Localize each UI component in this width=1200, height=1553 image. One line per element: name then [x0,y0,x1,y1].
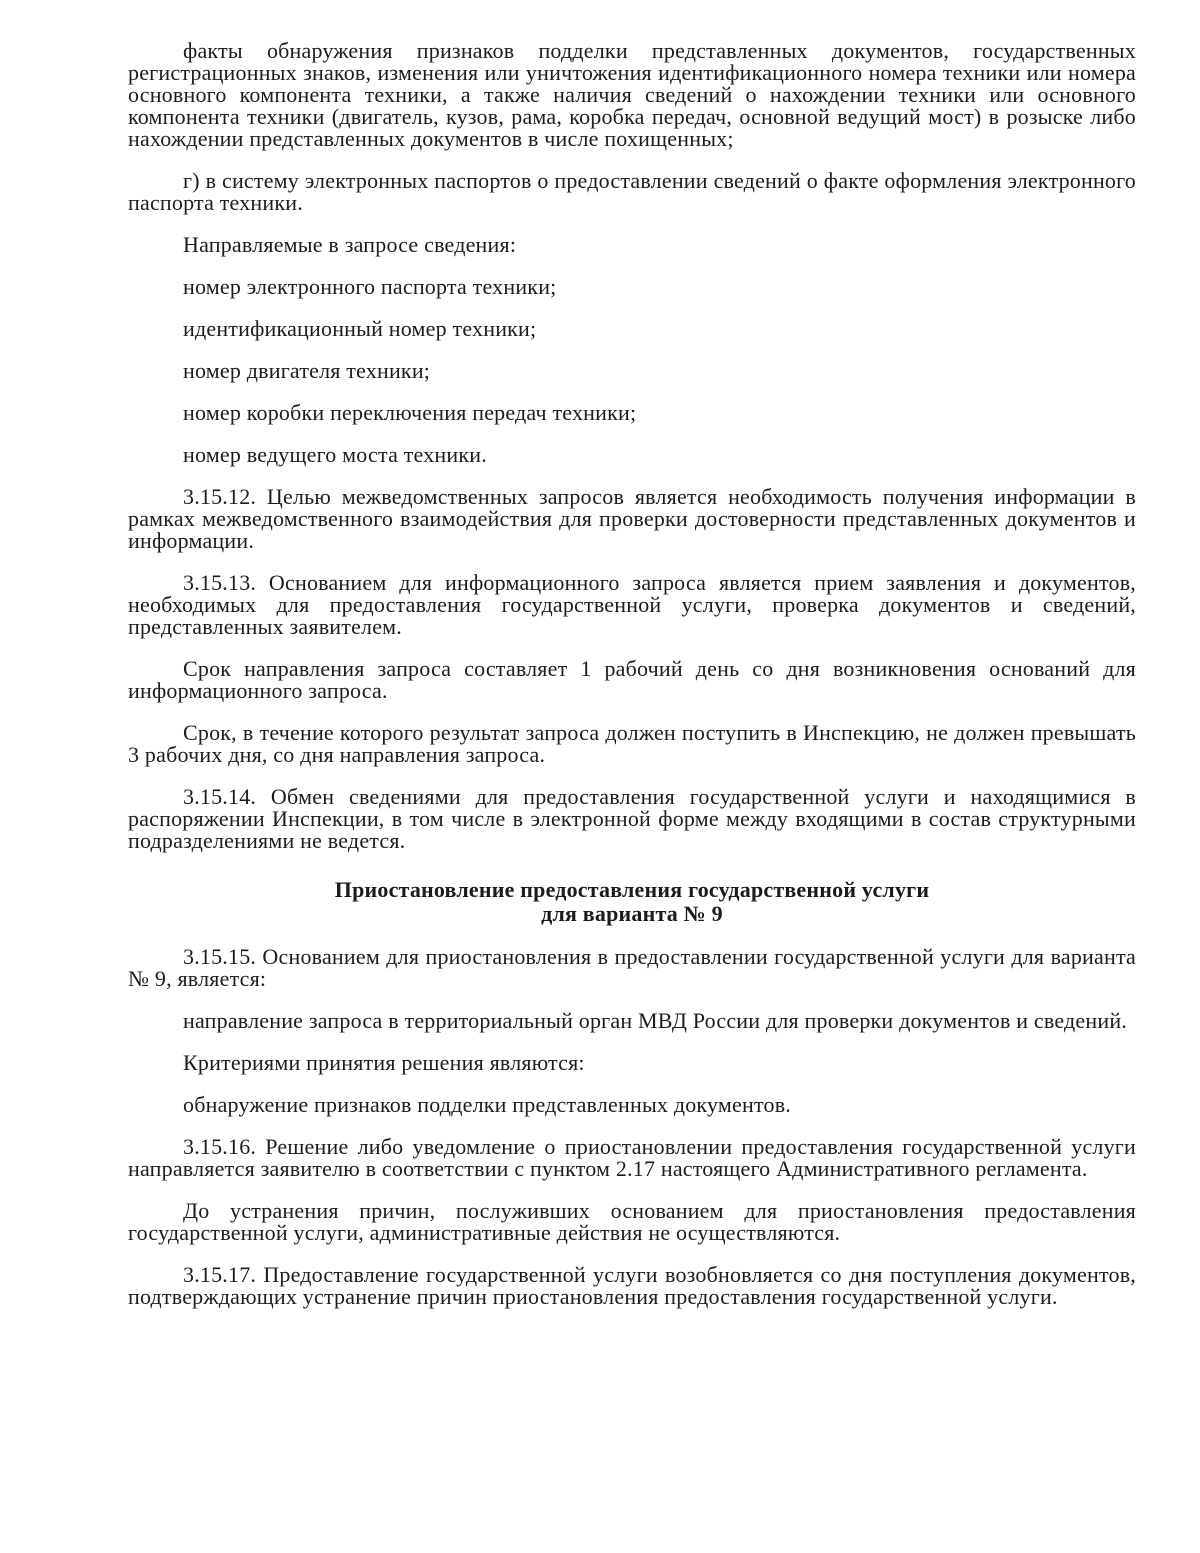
list-item-identification-number: идентификационный номер техники; [183,316,537,341]
list-item-drive-axle-number: номер ведущего моста техники. [183,442,487,467]
paragraph-request-deadline: Срок направления запроса составляет 1 рабочий день со дня возникновения оснований для информационного запроса. [128,656,1136,703]
paragraph-3-15-13: 3.15.13. Основанием для информационного запроса является прием заявления и документов, необходимых для предоставления государственной услуги, проверка документов и сведений, представленных заявителем. [128,570,1136,639]
paragraph-3-15-14: 3.15.14. Обмен сведениями для предоставления государственной услуги и находящимися в распоряжении Инспекции, в том числе в электронной форме между входящими в состав структурными подразделениями не ведется. [128,784,1136,853]
paragraph-until-elimination: До устранения причин, послуживших основанием для приостановления предоставления государственной услуги, административные действия не осуществляются. [128,1198,1136,1245]
document-page [128,40,1136,1328]
section-heading-line-1: Приостановление предоставления государственной услуги [334,877,930,902]
list-item-passport-number: номер электронного паспорта техники; [183,274,557,299]
section-heading [128,878,1136,926]
paragraph-3-15-16: 3.15.16. Решение либо уведомление о приостановлении предоставления государственной услуги направляется заявителю в соответствии с пунктом 2.17 настоящего Административного регламента. [128,1134,1136,1181]
paragraph-criteria-item: обнаружение признаков подделки представленных документов. [183,1092,791,1117]
paragraph-facts: факты обнаружения признаков подделки представленных документов, государственных регистрационных знаков, изменения или уничтожения идентификационного номера техники или номера основного компонента техники, а также наличия сведений о нахождении техники или основного компонента техники (двигатель, кузов, рама, коробка передач, основной ведущий мост) в розыске либо нахождении представленных документов в числе похищенных; [128,38,1136,151]
paragraph-3-15-12: 3.15.12. Целью межведомственных запросов является необходимость получения информации в рамках межведомственного взаимодействия для проверки достоверности представленных документов и информации. [128,484,1136,553]
paragraph-criteria-label: Критериями принятия решения являются: [183,1050,585,1075]
paragraph-response-deadline: Срок, в течение которого результат запроса должен поступить в Инспекцию, не должен превышать 3 рабочих дня, со дня направления запроса. [128,720,1136,767]
list-item-gearbox-number: номер коробки переключения передач техники; [183,400,637,425]
paragraph-3-15-15: 3.15.15. Основанием для приостановления в предоставлении государственной услуги для варианта № 9, является: [128,944,1136,991]
paragraph-electronic-passport-request: г) в систему электронных паспортов о предоставлении сведений о факте оформления электронного паспорта техники. [128,168,1136,215]
paragraph-3-15-17: 3.15.17. Предоставление государственной услуги возобновляется со дня поступления документов, подтверждающих устранение причин приостановления предоставления государственной услуги. [128,1262,1136,1309]
section-heading-line-2: для варианта № 9 [541,901,723,926]
paragraph-request-info-label: Направляемые в запросе сведения: [183,232,517,257]
paragraph-request-direction: направление запроса в территориальный орган МВД России для проверки документов и сведений. [183,1008,1127,1033]
list-item-engine-number: номер двигателя техники; [183,358,431,383]
